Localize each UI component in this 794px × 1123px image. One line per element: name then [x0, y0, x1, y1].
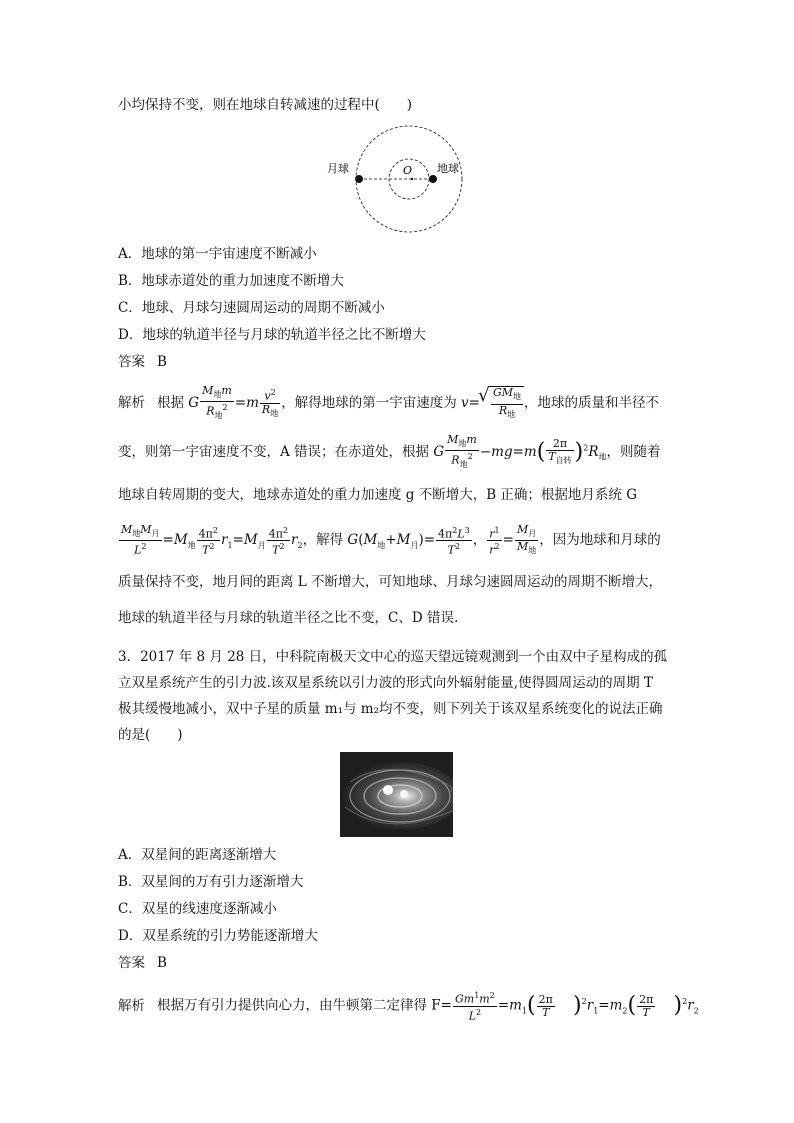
- gravitational-wave-image: [340, 752, 453, 837]
- q2-stem-tail: 小均保持不变，则在地球自转减速的过程中( ): [118, 97, 413, 113]
- earth-dot: [429, 175, 437, 183]
- q2-solution-line-2: 变，则第一宇宙速度不变，A 错误；在赤道处，根据 G $\frac{M_地m}{R_地^2}$ −mg=m( $\frac{2\pi}{T_{自转}}$ )$^2R_地$，则随着: [118, 433, 661, 470]
- q3-option-c: C．双星的线速度逐渐减小: [118, 901, 277, 917]
- q2-solution-line-3: 地球自转周期的变大，地球赤道处的重力加速度 g 不断增大，B 正确；根据地月系统 G: [118, 487, 638, 503]
- q2-solution-line-1: 解析 根据 G $\frac{M_地m}{R_地^2}$ =m $\frac{v^2}{R_地}$ ，解得地球的第一宇宙速度为 v= √ $\frac{GM_地}{R_地}$ ，地球的质量和半径不: [118, 385, 659, 422]
- center-label: O: [403, 164, 413, 177]
- orbit-diagram: [315, 120, 475, 240]
- q2-solution-line-4: $\frac{M_地M_月}{L^2}$ $=M_地$ $\frac{4\pi^2}{T^2}$ $r_1=M_月$ $\frac{4\pi^2}{T^2}$ $r_2$，解得 $G(M_地+M_月)=$ $\frac{4\pi^2L^3}{T^2}$ ， $\frac{r^1}{r^2}$ = $\frac{M_月}{M_地}$ ，因为地球和月球的: [121, 523, 661, 558]
- q3-option-d: D．双星系统的引力势能逐渐增大: [118, 928, 318, 944]
- q2-option-b: B．地球赤道处的重力加速度不断增大: [118, 273, 344, 289]
- q3-option-a: A．双星间的距离逐渐增大: [118, 847, 277, 863]
- q3-stem-line-2: 立双星系统产生的引力波.该双星系统以引力波的形式向外辐射能量,使得圆周运动的周期 T: [118, 675, 653, 691]
- solution-text: ，解得地球的第一宇宙速度为: [281, 395, 462, 412]
- solution-label: 解析: [118, 395, 145, 412]
- q3-solution-line-1: 解析 根据万有引力提供向心力，由牛顿第二定律得 F= $\frac{Gm^1m^2}{L^2}$ $=m_1$( $\frac{2\pi}{T}$ )$^2r_1=m_2$( $\frac{2\pi}{T}$ )$^2r_2$: [118, 991, 699, 1023]
- center-point: [411, 178, 413, 180]
- solution-text: ，地球的质量和半径不: [524, 395, 660, 412]
- q2-option-d: D．地球的轨道半径与月球的轨道半径之比不断增大: [118, 327, 426, 343]
- solution-text: ，解得: [302, 532, 348, 549]
- earth-label: 地球: [437, 162, 459, 175]
- q3-stem-line-1: 3．2017 年 8 月 28 日，中科院南极天文中心的巡天望远镜观测到一个由双中子星构成的孤: [118, 649, 668, 665]
- solution-label: 解析: [118, 997, 145, 1014]
- q2-solution-line-5: 质量保持不变，地月间的距离 L 不断增大，可知地球、月球匀速圆周运动的周期不断增大，: [118, 574, 663, 590]
- solution-text: ，因为地球和月球的: [539, 532, 661, 549]
- q2-answer-row: [118, 352, 167, 372]
- q3-option-b: B．双星间的万有引力逐渐增大: [118, 874, 304, 890]
- solution-text: 根据万有引力提供向心力，由牛顿第二定律得 F=: [157, 997, 452, 1014]
- answer-value: B: [157, 955, 167, 971]
- q3-answer-row: [118, 953, 167, 973]
- solution-text: ，: [472, 532, 487, 549]
- moon-label: 月球: [327, 162, 349, 175]
- neutron-star-2: [400, 790, 408, 798]
- solution-text: 根据: [157, 395, 189, 412]
- moon-dot: [355, 175, 363, 183]
- answer-label: 答案: [118, 955, 145, 971]
- answer-value: B: [157, 354, 167, 370]
- neutron-star-1: [383, 785, 393, 795]
- q3-stem-line-3: 极其缓慢地减小，双中子星的质量 m₁与 m₂均不变，则下列关于该双星系统变化的说法正确: [118, 701, 663, 717]
- answer-label: 答案: [118, 354, 145, 370]
- q2-option-c: C．地球、月球匀速圆周运动的周期不断减小: [118, 300, 385, 316]
- solution-text: 变，则第一宇宙速度不变，A 错误；在赤道处，根据: [118, 444, 434, 461]
- q2-solution-line-6: 地球的轨道半径与月球的轨道半径之比不变，C、D 错误.: [118, 610, 459, 626]
- q2-option-a: A．地球的第一宇宙速度不断减小: [118, 246, 317, 262]
- q3-stem-line-4: 的是( ): [118, 727, 183, 743]
- solution-text: ，则随着: [606, 444, 661, 461]
